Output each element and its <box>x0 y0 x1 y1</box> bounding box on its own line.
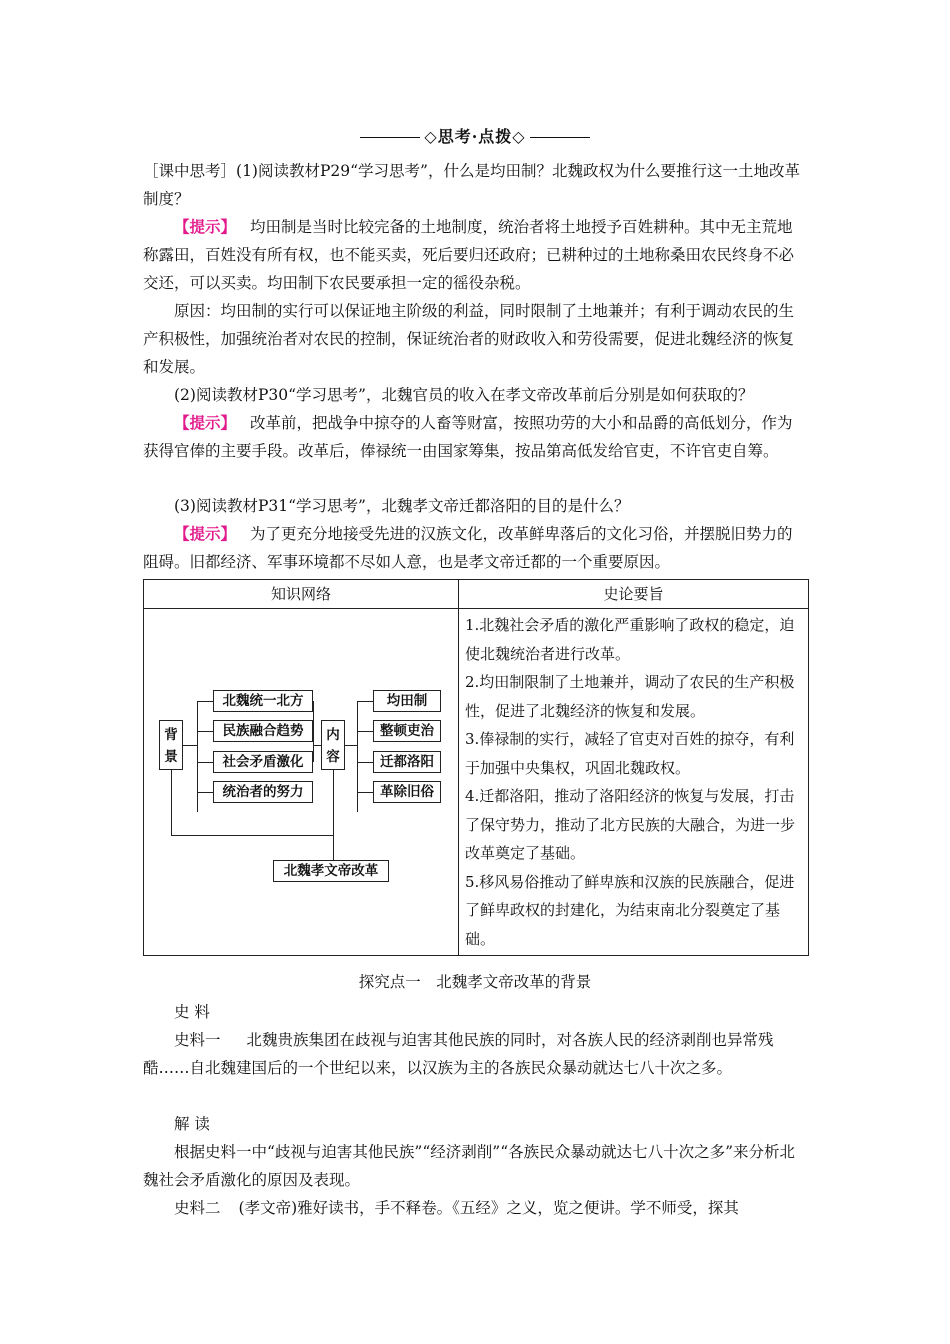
knowledge-diagram <box>144 609 459 956</box>
tip-label: 【提示】 <box>174 524 237 543</box>
q2-tip-text: 改革前，把战争中掠夺的人畜等财富，按照功劳的大小和品爵的高低划分，作为获得官俸的主要手段。改革后，俸禄统一由国家筹集，按品第高低发给官吏，不许官吏自筹。 <box>143 414 793 460</box>
heading-text: 思考·点拨 <box>437 127 513 146</box>
point-item: 3.俸禄制的实行，减轻了官吏对百姓的掠夺，有利于加强中央集权，巩固北魏政权。 <box>465 730 795 777</box>
q1-question <box>143 157 807 213</box>
shiliao-label: 史 料 <box>174 1003 210 1021</box>
knowledge-table <box>143 579 809 956</box>
connector-line <box>197 762 213 763</box>
table-header-left: 知识网络 <box>144 580 459 609</box>
connector-line <box>345 745 357 746</box>
q3-question <box>143 492 807 520</box>
source-1 <box>143 1026 807 1082</box>
connector-line <box>333 835 334 860</box>
point-item: 2.均田制限制了土地兼并，调动了农民的生产积极性，促进了北魏经济的恢复和发展。 <box>465 673 795 720</box>
content-item: 均田制 <box>373 690 441 712</box>
q2-text: (2)阅读教材P30“学习思考”，北魏官员的收入在孝文帝改革前后分别是如何获取的？ <box>174 386 754 404</box>
connector-line <box>197 731 213 732</box>
background-item: 社会矛盾激化 <box>213 751 313 773</box>
background-item: 统治者的努力 <box>213 781 313 803</box>
diamond-icon: ◇ <box>424 127 438 146</box>
connector-line <box>313 745 321 746</box>
content-item: 整顿吏治 <box>373 720 441 742</box>
q3-tip-text: 为了更充分地接受先进的汉族文化，改革鲜卑落后的文化习俗，并摆脱旧势力的阻碍。旧都经济、军事环境都不尽如人意，也是孝文帝迁都的一个重要原因。 <box>143 525 793 571</box>
explore-title: 探究点一 北魏孝文帝改革的背景 <box>358 973 592 991</box>
connector-line <box>183 745 197 746</box>
diamond-icon: ◇ <box>512 127 526 146</box>
jiedu-label: 解 读 <box>174 1115 210 1133</box>
source-2-label: 史料二 <box>174 1199 221 1217</box>
heading-rule-right <box>530 137 590 138</box>
q2-question <box>143 381 807 409</box>
heading-rule-left <box>360 137 420 138</box>
background-item: 北魏统一北方 <box>213 690 313 712</box>
content-item: 迁都洛阳 <box>373 751 441 773</box>
connector-line <box>197 792 213 793</box>
q3-text: (3)阅读教材P31“学习思考”，北魏孝文帝迁都洛阳的目的是什么？ <box>174 497 630 515</box>
connector-line <box>357 731 373 732</box>
q1-tip <box>143 213 807 297</box>
connector-line <box>171 835 333 836</box>
diagram-canvas <box>145 610 457 940</box>
diagram-content-box: 内容 <box>321 720 345 770</box>
q2-tip <box>143 409 807 465</box>
connector-line <box>197 701 198 812</box>
connector-line <box>357 701 373 702</box>
connector-line <box>197 701 213 702</box>
q1-reason-text: 原因：均田制的实行可以保证地主阶级的利益，同时限制了土地兼并；有利于调动农民的生产积极性，加强统治者对农民的控制，保证统治者的财政收入和劳役需要，促进北魏经济的恢复和发展。 <box>143 302 795 376</box>
q3-tip <box>143 520 807 576</box>
source-1-text: 北魏贵族集团在歧视与迫害其他民族的同时，对各族人民的经济剥削也异常残酷……自北魏建国后的一个世纪以来，以汉族为主的各族民众暴动就达七八十次之多。 <box>143 1031 774 1077</box>
connector-line <box>357 762 373 763</box>
diagram-root-box: 北魏孝文帝改革 <box>273 860 389 882</box>
q1-text: (1)阅读教材P29“学习思考”，什么是均田制？北魏政权为什么要推行这一土地改革制度？ <box>143 162 800 208</box>
points-list <box>459 609 809 956</box>
point-item: 4.迁都洛阳，推动了洛阳经济的恢复与发展，打击了保守势力，推动了北方民族的大融合，为进一步改革奠定了基础。 <box>465 787 796 862</box>
connector-line <box>313 701 314 762</box>
content-item: 革除旧俗 <box>373 781 441 803</box>
connector-line <box>333 770 334 835</box>
background-item: 民族融合趋势 <box>213 720 313 742</box>
connector-line <box>171 770 172 835</box>
source-1-label: 史料一 <box>174 1031 221 1049</box>
connector-line <box>357 701 358 812</box>
diagram-background-box: 背景 <box>159 720 183 770</box>
source-2 <box>143 1194 807 1222</box>
source-2-text: (孝文帝)雅好读书，手不释卷。《五经》之义，览之便讲。学不师受，探其 <box>238 1199 739 1217</box>
jiedu-text: 根据史料一中“歧视与迫害其他民族”“经济剥削”“各族民众暴动就达七八十次之多”来分析北魏社会矛盾激化的原因及表现。 <box>143 1143 796 1189</box>
q1-label: ［课中思考］ <box>143 162 237 180</box>
point-item: 1.北魏社会矛盾的激化严重影响了政权的稳定，迫使北魏统治者进行改革。 <box>465 616 795 663</box>
q1-reason <box>143 297 807 381</box>
tip-label: 【提示】 <box>174 217 237 236</box>
connector-line <box>357 792 373 793</box>
table-header-right: 史论要旨 <box>459 580 809 609</box>
tip-label: 【提示】 <box>174 413 237 432</box>
section-heading <box>0 124 950 147</box>
q1-tip-text: 均田制是当时比较完备的土地制度，统治者将土地授予百姓耕种。其中无主荒地称露田，百姓没有所有权，也不能买卖，死后要归还政府；已耕种过的土地称桑田农民终身不必交还，可以买卖。均田制下农民要承担一定的徭役杂税。 <box>143 218 795 292</box>
point-item: 5.移风易俗推动了鲜卑族和汉族的民族融合，促进了鲜卑政权的封建化，为结束南北分裂奠定了基础。 <box>465 872 795 948</box>
